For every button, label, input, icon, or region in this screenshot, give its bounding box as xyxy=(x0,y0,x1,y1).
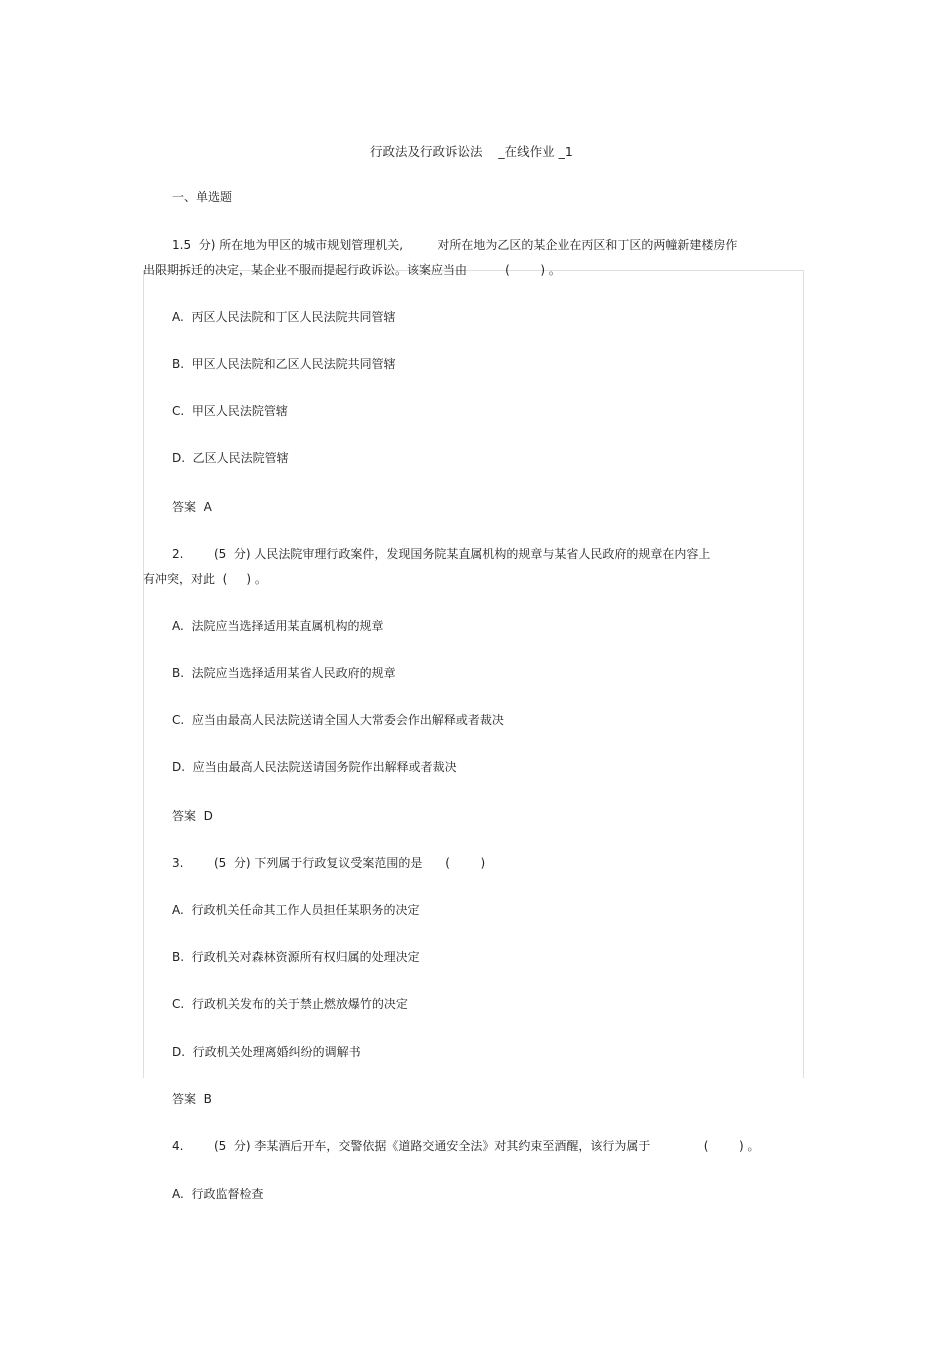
question-3-option-d: D. 行政机关处理离婚纠纷的调解书 xyxy=(172,1045,361,1059)
question-2-option-d: D. 应当由最高人民法院送请国务院作出解释或者裁决 xyxy=(172,760,457,774)
section-heading: 一、单选题 xyxy=(172,190,233,204)
question-3-option-c: C. 行政机关发布的关于禁止燃放爆竹的决定 xyxy=(172,997,408,1011)
question-1-option-b: B. 甲区人民法院和乙区人民法院共同管辖 xyxy=(172,357,396,371)
question-2-option-a: A. 法院应当选择适用某直属机构的规章 xyxy=(172,619,384,633)
question-1-text-line2: 出限期拆迁的决定，某企业不服而提起行政诉讼。该案应当由 ( ) 。 xyxy=(143,263,561,277)
question-1-option-d: D. 乙区人民法院管辖 xyxy=(172,451,289,465)
question-3-option-a: A. 行政机关任命其工作人员担任某职务的决定 xyxy=(172,903,420,917)
question-3-option-b: B. 行政机关对森林资源所有权归属的处理决定 xyxy=(172,950,420,964)
question-1-text-line1: 1.5 分) 所在地为甲区的城市规划管理机关, 对所在地为乙区的某企业在丙区和丁区的两幢新建楼房作 xyxy=(172,238,738,252)
question-2-text-line2: 有冲突，对此 ( ) 。 xyxy=(143,572,267,586)
question-2-text-line1: 2. (5 分) 人民法院审理行政案件，发现国务院某直属机构的规章与某省人民政府的规章在内容上 xyxy=(172,547,711,561)
question-1-answer: 答案 A xyxy=(172,500,212,514)
question-3-text: 3. (5 分) 下列属于行政复议受案范围的是 ( ) xyxy=(172,856,486,870)
question-2-option-b: B. 法院应当选择适用某省人民政府的规章 xyxy=(172,666,396,680)
question-3-answer: 答案 B xyxy=(172,1092,212,1106)
question-1-option-c: C. 甲区人民法院管辖 xyxy=(172,404,288,418)
document-title: 行政法及行政诉讼法 _在线作业 _1 xyxy=(370,144,573,159)
question-4-text: 4. (5 分) 李某酒后开车，交警依据《道路交通安全法》对其约束至酒醒，该行为属于 ( ) 。 xyxy=(172,1139,760,1153)
question-1-option-a: A. 丙区人民法院和丁区人民法院共同管辖 xyxy=(172,310,396,324)
question-2-answer: 答案 D xyxy=(172,809,213,823)
question-2-option-c: C. 应当由最高人民法院送请全国人大常委会作出解释或者裁决 xyxy=(172,713,504,727)
question-4-option-a: A. 行政监督检查 xyxy=(172,1187,264,1201)
